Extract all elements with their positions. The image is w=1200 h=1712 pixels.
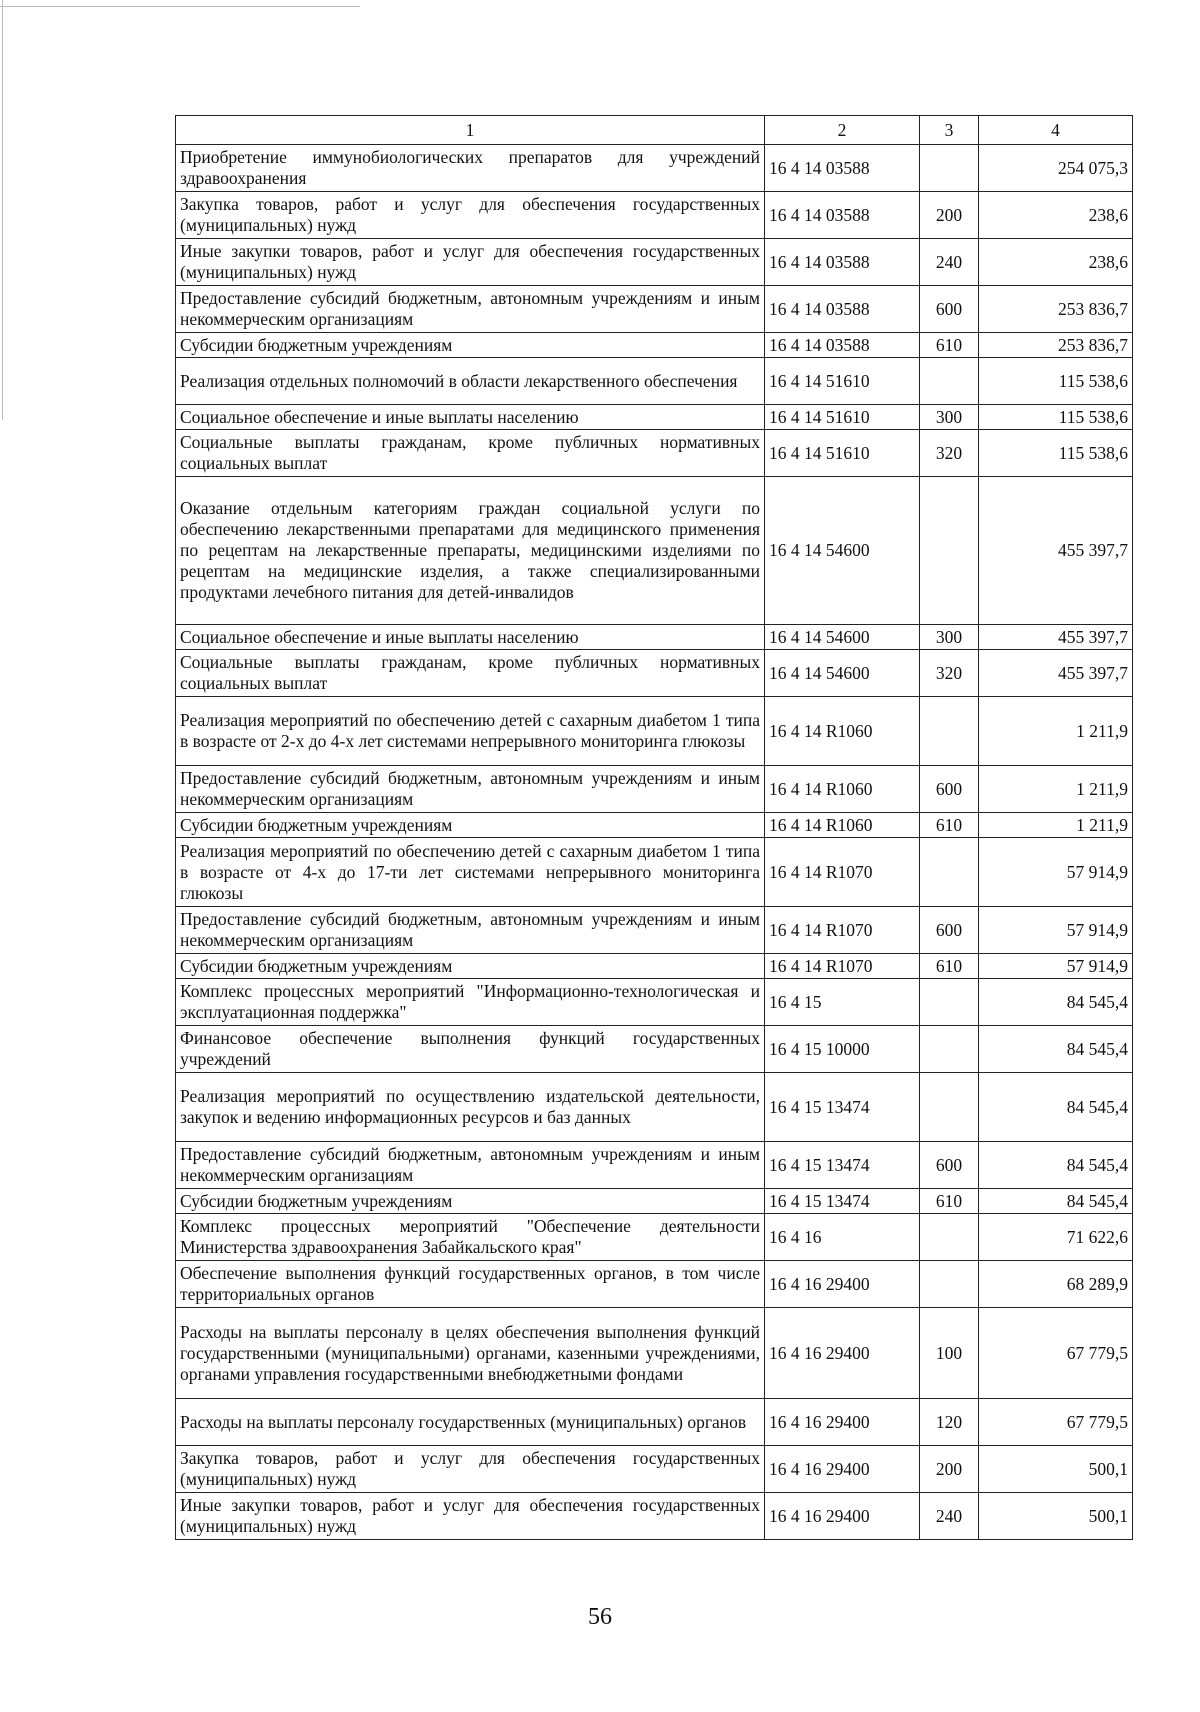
row-type-cell: 610 (920, 1189, 979, 1214)
row-type-cell: 200 (920, 1446, 979, 1493)
table-row (176, 1073, 1133, 1142)
row-type-cell (920, 1261, 979, 1308)
header-col-type: 3 (920, 116, 979, 145)
table-row (176, 954, 1133, 979)
row-name-cell: Социальные выплаты гражданам, кроме публичных нормативных социальных выплат (176, 430, 765, 477)
row-code-cell: 16 4 14 54600 (765, 625, 920, 650)
row-name-cell: Приобретение иммунобиологических препаратов для учреждений здравоохранения (176, 145, 765, 192)
row-type-cell (920, 1026, 979, 1073)
row-code-cell: 16 4 14 03588 (765, 286, 920, 333)
table-row (176, 907, 1133, 954)
header-col-amount: 4 (979, 116, 1133, 145)
row-code-cell: 16 4 14 51610 (765, 358, 920, 405)
row-name-cell: Реализация мероприятий по осуществлению издательской деятельности, закупок и ведению информационных ресурсов и баз данных (176, 1073, 765, 1142)
table-row (176, 1189, 1133, 1214)
row-code-cell: 16 4 16 29400 (765, 1399, 920, 1446)
row-name-cell: Закупка товаров, работ и услуг для обеспечения государственных (муниципальных) нужд (176, 1446, 765, 1493)
row-code-cell: 16 4 14 R1060 (765, 766, 920, 813)
row-code-cell: 16 4 14 03588 (765, 333, 920, 358)
table-row (176, 697, 1133, 766)
row-type-cell (920, 838, 979, 907)
row-code-cell: 16 4 15 13474 (765, 1142, 920, 1189)
row-code-cell: 16 4 14 54600 (765, 650, 920, 697)
row-type-cell (920, 477, 979, 625)
table-header (176, 116, 1133, 145)
table-row (176, 430, 1133, 477)
row-type-cell: 300 (920, 625, 979, 650)
row-amount-cell: 500,1 (979, 1446, 1133, 1493)
table-row (176, 477, 1133, 625)
table-row (176, 813, 1133, 838)
row-type-cell: 610 (920, 954, 979, 979)
table-row (176, 766, 1133, 813)
row-amount-cell: 253 836,7 (979, 333, 1133, 358)
row-code-cell: 16 4 15 13474 (765, 1189, 920, 1214)
table-row (176, 1026, 1133, 1073)
row-amount-cell: 84 545,4 (979, 1189, 1133, 1214)
row-name-cell: Социальное обеспечение и иные выплаты населению (176, 405, 765, 430)
row-code-cell: 16 4 14 R1070 (765, 838, 920, 907)
header-row (176, 116, 1133, 145)
scan-edge-line (2, 0, 3, 420)
table-row (176, 145, 1133, 192)
row-code-cell: 16 4 14 51610 (765, 430, 920, 477)
row-amount-cell: 84 545,4 (979, 979, 1133, 1026)
row-type-cell (920, 358, 979, 405)
row-amount-cell: 455 397,7 (979, 650, 1133, 697)
table-body (176, 145, 1133, 1540)
table-row (176, 286, 1133, 333)
row-name-cell: Комплекс процессных мероприятий "Информационно-технологическая и эксплуатационная поддержка" (176, 979, 765, 1026)
row-code-cell: 16 4 14 03588 (765, 239, 920, 286)
row-type-cell (920, 979, 979, 1026)
row-name-cell: Субсидии бюджетным учреждениям (176, 954, 765, 979)
row-amount-cell: 115 538,6 (979, 430, 1133, 477)
row-name-cell: Предоставление субсидий бюджетным, автономным учреждениям и иным некоммерческим организациям (176, 286, 765, 333)
table-row (176, 333, 1133, 358)
row-code-cell: 16 4 15 (765, 979, 920, 1026)
row-amount-cell: 68 289,9 (979, 1261, 1133, 1308)
header-col-code: 2 (765, 116, 920, 145)
table-row (176, 1446, 1133, 1493)
table-row (176, 1399, 1133, 1446)
scan-edge-line (0, 6, 360, 7)
table-row (176, 192, 1133, 239)
row-code-cell: 16 4 14 R1070 (765, 954, 920, 979)
row-type-cell: 300 (920, 405, 979, 430)
row-amount-cell: 254 075,3 (979, 145, 1133, 192)
row-amount-cell: 115 538,6 (979, 405, 1133, 430)
row-amount-cell: 67 779,5 (979, 1308, 1133, 1399)
row-type-cell: 600 (920, 1142, 979, 1189)
row-amount-cell: 455 397,7 (979, 625, 1133, 650)
row-code-cell: 16 4 15 10000 (765, 1026, 920, 1073)
row-type-cell: 600 (920, 766, 979, 813)
row-code-cell: 16 4 14 54600 (765, 477, 920, 625)
table-row (176, 1214, 1133, 1261)
row-amount-cell: 238,6 (979, 239, 1133, 286)
row-type-cell: 610 (920, 333, 979, 358)
row-name-cell: Расходы на выплаты персоналу в целях обеспечения выполнения функций государственными (муниципальными) органами, казенными учреждениями, органами управления государственными внебюджетными фондами (176, 1308, 765, 1399)
row-amount-cell: 57 914,9 (979, 838, 1133, 907)
row-type-cell: 610 (920, 813, 979, 838)
row-name-cell: Предоставление субсидий бюджетным, автономным учреждениям и иным некоммерческим организациям (176, 1142, 765, 1189)
row-type-cell: 100 (920, 1308, 979, 1399)
table-row (176, 239, 1133, 286)
row-code-cell: 16 4 16 29400 (765, 1446, 920, 1493)
row-amount-cell: 84 545,4 (979, 1142, 1133, 1189)
row-name-cell: Социальные выплаты гражданам, кроме публичных нормативных социальных выплат (176, 650, 765, 697)
row-name-cell: Финансовое обеспечение выполнения функций государственных учреждений (176, 1026, 765, 1073)
row-amount-cell: 57 914,9 (979, 954, 1133, 979)
table-row (176, 650, 1133, 697)
row-amount-cell: 238,6 (979, 192, 1133, 239)
row-code-cell: 16 4 14 R1070 (765, 907, 920, 954)
row-type-cell: 600 (920, 286, 979, 333)
table-row (176, 838, 1133, 907)
row-amount-cell: 57 914,9 (979, 907, 1133, 954)
table-row (176, 358, 1133, 405)
row-name-cell: Реализация мероприятий по обеспечению детей с сахарным диабетом 1 типа в возрасте от 4-х до 17-ти лет системами непрерывного мониторинга глюкозы (176, 838, 765, 907)
row-type-cell (920, 145, 979, 192)
row-code-cell: 16 4 16 29400 (765, 1308, 920, 1399)
row-name-cell: Социальное обеспечение и иные выплаты населению (176, 625, 765, 650)
row-amount-cell: 84 545,4 (979, 1073, 1133, 1142)
row-name-cell: Расходы на выплаты персоналу государственных (муниципальных) органов (176, 1399, 765, 1446)
header-col-name: 1 (176, 116, 765, 145)
row-type-cell: 600 (920, 907, 979, 954)
row-name-cell: Оказание отдельным категориям граждан социальной услуги по обеспечению лекарственными препаратами для медицинского применения по рецептам на лекарственные препараты, медицинскими изделиями по рецептам на медицинские изделия, а также специализированными продуктами лечебного питания для детей-инвалидов (176, 477, 765, 625)
row-amount-cell: 115 538,6 (979, 358, 1133, 405)
row-type-cell (920, 697, 979, 766)
row-type-cell (920, 1214, 979, 1261)
row-type-cell: 240 (920, 1493, 979, 1540)
row-amount-cell: 67 779,5 (979, 1399, 1133, 1446)
table-row (176, 405, 1133, 430)
row-type-cell: 120 (920, 1399, 979, 1446)
row-code-cell: 16 4 14 R1060 (765, 697, 920, 766)
table-row (176, 1261, 1133, 1308)
table-row (176, 1142, 1133, 1189)
row-name-cell: Предоставление субсидий бюджетным, автономным учреждениям и иным некоммерческим организациям (176, 907, 765, 954)
row-code-cell: 16 4 14 03588 (765, 192, 920, 239)
row-name-cell: Обеспечение выполнения функций государственных органов, в том числе территориальных органов (176, 1261, 765, 1308)
budget-table (175, 115, 1133, 1540)
row-type-cell (920, 1073, 979, 1142)
row-amount-cell: 253 836,7 (979, 286, 1133, 333)
row-type-cell: 320 (920, 650, 979, 697)
row-code-cell: 16 4 14 03588 (765, 145, 920, 192)
row-name-cell: Закупка товаров, работ и услуг для обеспечения государственных (муниципальных) нужд (176, 192, 765, 239)
row-name-cell: Реализация отдельных полномочий в области лекарственного обеспечения (176, 358, 765, 405)
table-row (176, 1493, 1133, 1540)
row-type-cell: 200 (920, 192, 979, 239)
row-amount-cell: 84 545,4 (979, 1026, 1133, 1073)
row-name-cell: Субсидии бюджетным учреждениям (176, 333, 765, 358)
row-code-cell: 16 4 16 29400 (765, 1493, 920, 1540)
row-type-cell: 240 (920, 239, 979, 286)
row-amount-cell: 500,1 (979, 1493, 1133, 1540)
row-amount-cell: 71 622,6 (979, 1214, 1133, 1261)
row-name-cell: Предоставление субсидий бюджетным, автономным учреждениям и иным некоммерческим организациям (176, 766, 765, 813)
row-code-cell: 16 4 16 (765, 1214, 920, 1261)
row-name-cell: Комплекс процессных мероприятий "Обеспечение деятельности Министерства здравоохранения Забайкальского края" (176, 1214, 765, 1261)
row-amount-cell: 455 397,7 (979, 477, 1133, 625)
row-name-cell: Субсидии бюджетным учреждениям (176, 1189, 765, 1214)
row-code-cell: 16 4 14 R1060 (765, 813, 920, 838)
row-code-cell: 16 4 16 29400 (765, 1261, 920, 1308)
row-amount-cell: 1 211,9 (979, 766, 1133, 813)
table-row (176, 625, 1133, 650)
row-amount-cell: 1 211,9 (979, 813, 1133, 838)
row-name-cell: Реализация мероприятий по обеспечению детей с сахарным диабетом 1 типа в возрасте от 2-х до 4-х лет системами непрерывного мониторинга глюкозы (176, 697, 765, 766)
row-code-cell: 16 4 15 13474 (765, 1073, 920, 1142)
row-name-cell: Иные закупки товаров, работ и услуг для обеспечения государственных (муниципальных) нужд (176, 239, 765, 286)
row-name-cell: Субсидии бюджетным учреждениям (176, 813, 765, 838)
row-name-cell: Иные закупки товаров, работ и услуг для обеспечения государственных (муниципальных) нужд (176, 1493, 765, 1540)
row-amount-cell: 1 211,9 (979, 697, 1133, 766)
row-code-cell: 16 4 14 51610 (765, 405, 920, 430)
row-type-cell: 320 (920, 430, 979, 477)
page-number: 56 (588, 1604, 612, 1630)
table-row (176, 1308, 1133, 1399)
table-row (176, 979, 1133, 1026)
